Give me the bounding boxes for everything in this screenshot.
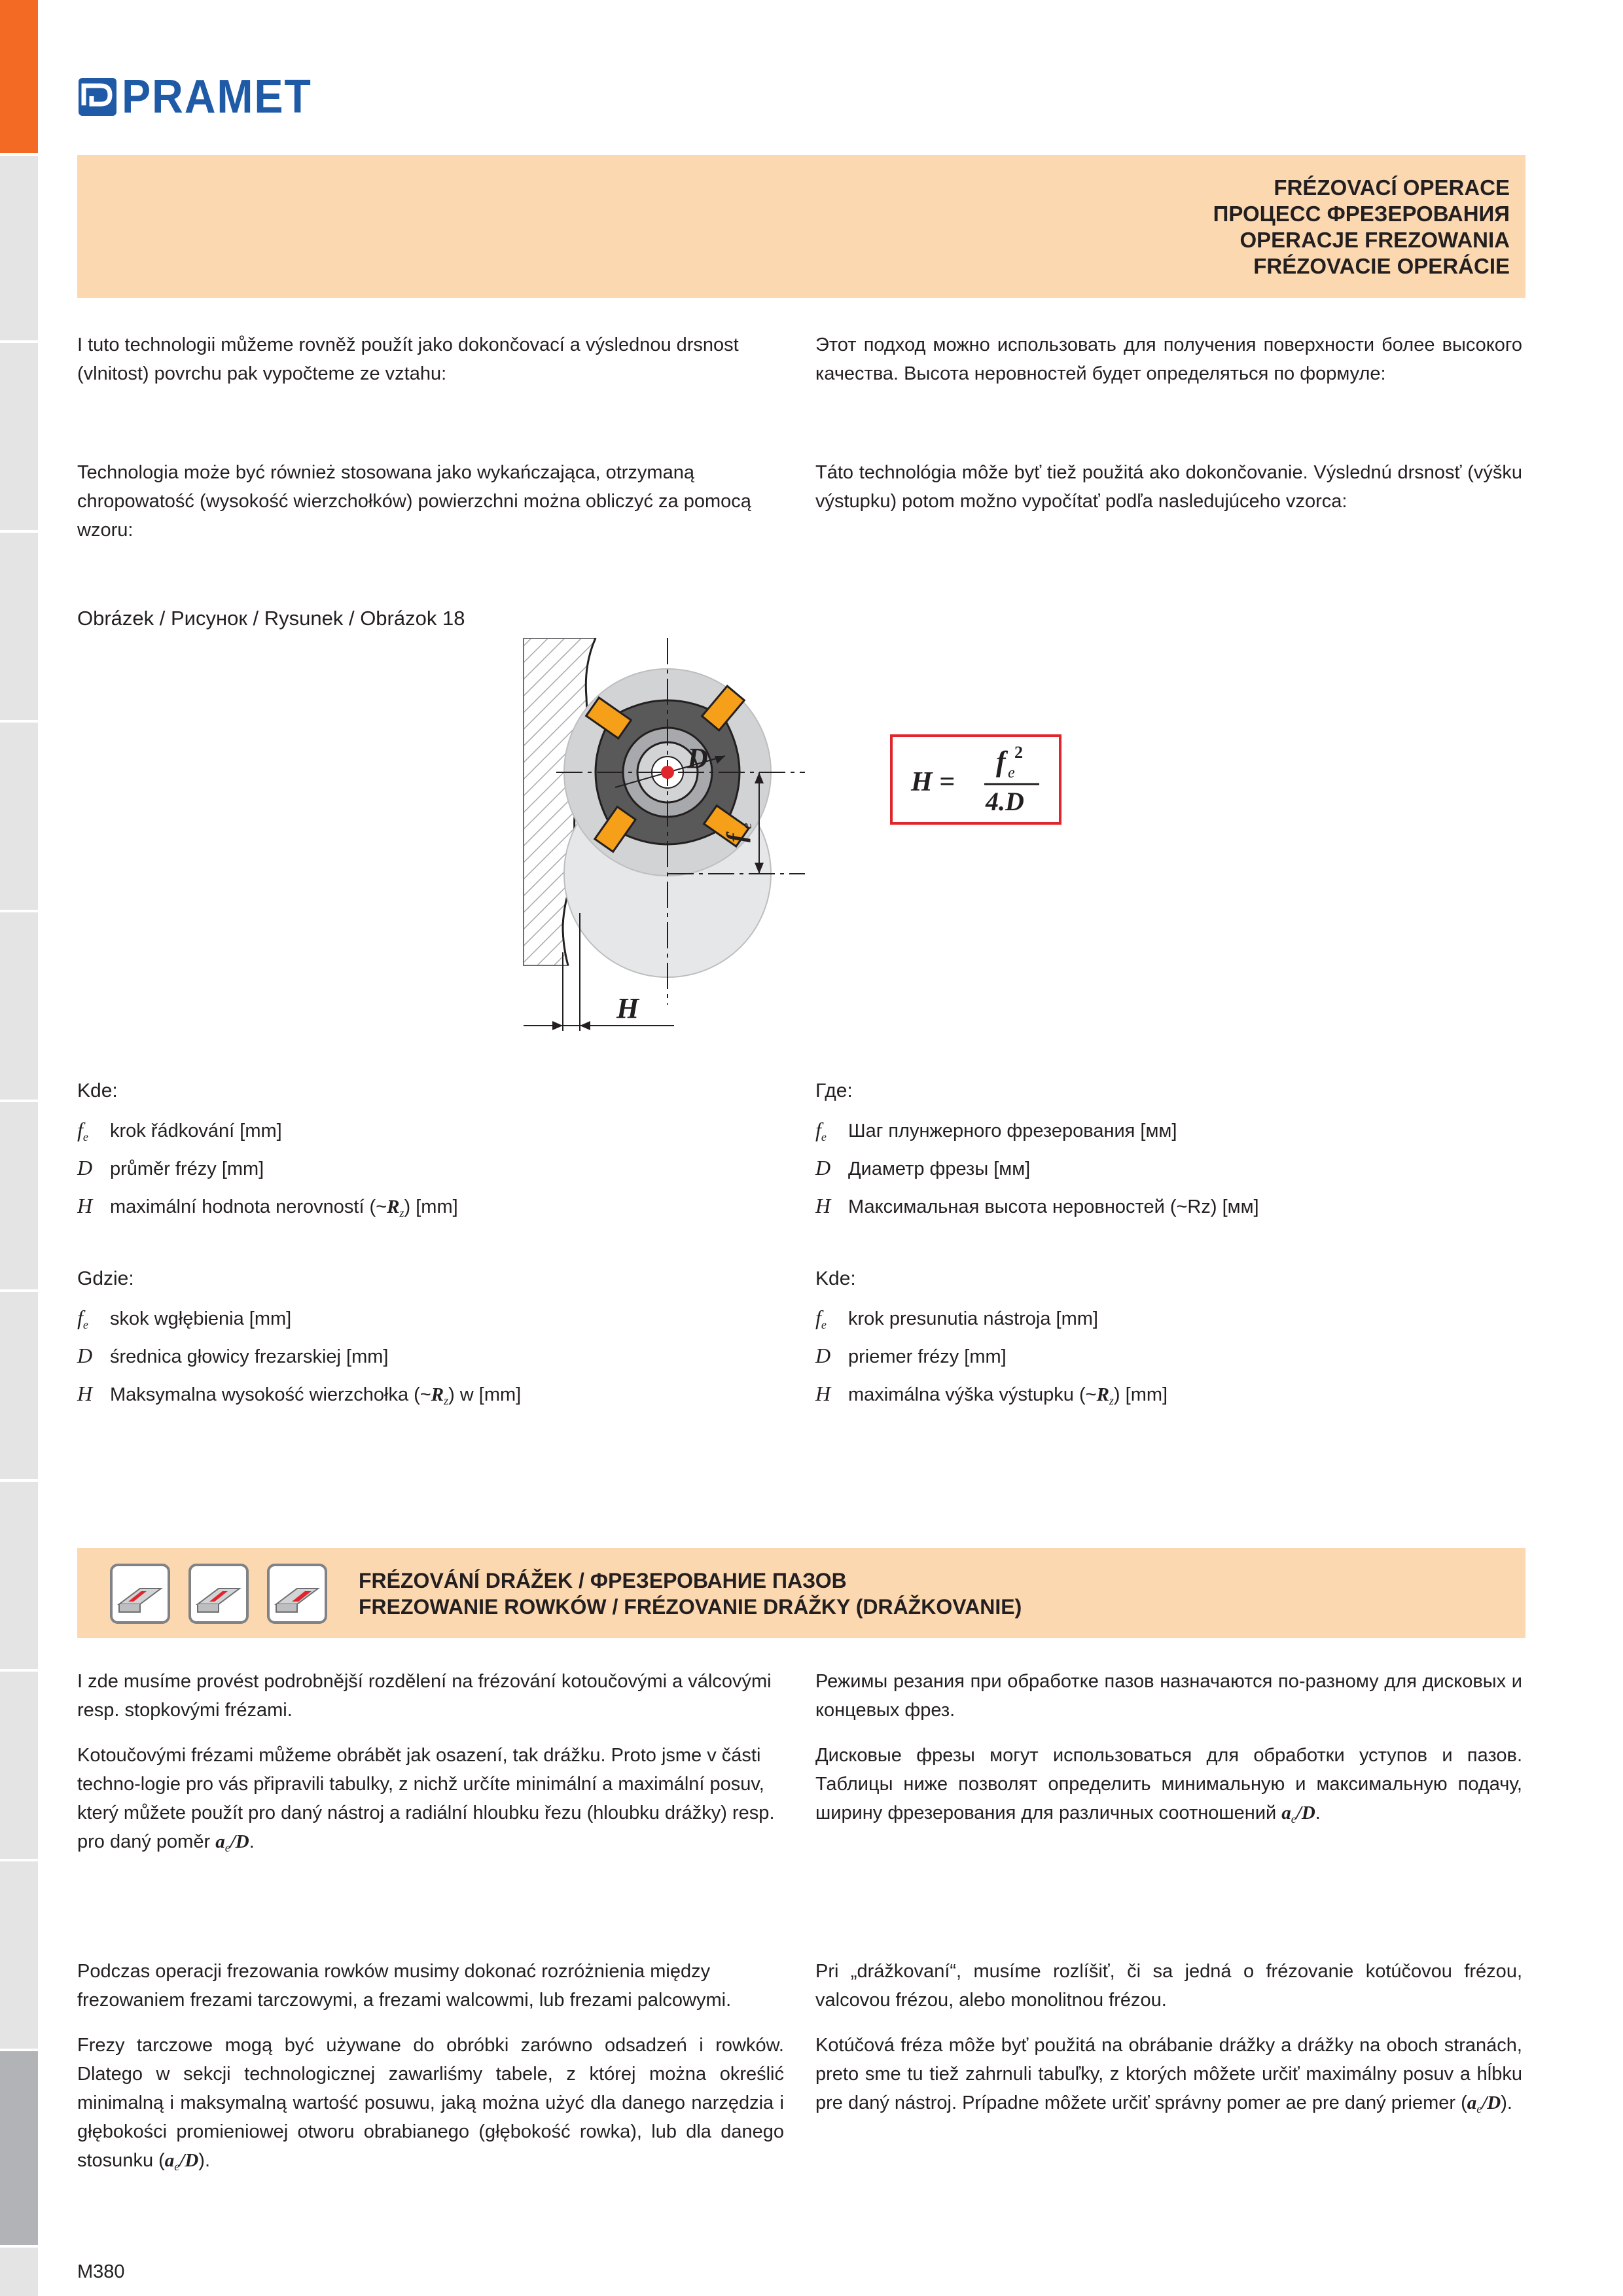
side-tab[interactable] [0,1482,38,1672]
side-tab-strip [0,0,38,2296]
side-tab[interactable] [0,1672,38,1861]
legend-row-d [77,1156,784,1194]
legend-symbol: D [77,1156,93,1179]
formula-denominator: 4.D [986,787,1024,816]
legend-head: Gdzie: [77,1268,134,1289]
side-tab[interactable] [0,533,38,723]
label-fe-sub: e [738,823,755,829]
legend-row-d [77,1344,784,1382]
legend-head: Где: [815,1080,853,1102]
figure-caption: Obrázek / Рисунок / Rysunek / Obrázok 18 [77,607,465,630]
legend-symbol: H [815,1382,831,1405]
formula-box [890,734,1061,825]
h-arrow-left [552,1021,563,1030]
legend-pl [77,1268,784,1420]
formula-numerator-sub: e [1008,764,1015,781]
slot-milling-icon [187,1562,250,1625]
milling-figure [497,638,942,1044]
legend-row-fe [77,1118,784,1156]
legend-symbol: $f_e$ [815,1306,827,1331]
legend-row-h [77,1382,784,1420]
legend-row-h [815,1382,1522,1420]
side-tab-dark[interactable] [0,2051,38,2248]
center-dot [661,766,674,779]
legend-symbol: H [815,1194,831,1217]
formula [893,737,1059,822]
legend-text: Maksymalna wysokość wierzchołka $(\sim R_z)$ w [mm] [110,1384,522,1407]
legend-text: średnica głowicy frezarskiej [mm] [110,1346,389,1367]
section-title-1: FRÉZOVÁNÍ DRÁŽEK / ФРЕЗЕРОВАНИЕ ПАЗОВ [359,1569,847,1592]
formula-lhs: H = [911,767,955,797]
side-tab[interactable] [0,1861,38,2051]
section-band-slot-milling [77,1548,1525,1638]
slots-pl-1: Podczas operacji frezowania rowków musimy dokonać rozróżnienia między frezowaniem frezami tarczowymi, a frezami walcowmi, lub frezami palcowymi. [77,1961,732,2011]
legend-symbol: $f_e$ [815,1118,827,1143]
slots-pl-2: Frezy tarczowe mogą być używane do obróbki zarówno odsadzeń i rowków. Dlatego w sekcji technologicznej zawarliśmy tabele, z której można określić minimalną i maksymalną wartość posuwu, jaką można użyć dla danego narzędzia i głębokości promieniowej otworu obrabianego (głębokość rowka), lub dla danego stosunku $(a_e/D)$. [77,2035,784,2173]
side-tab[interactable] [0,1292,38,1482]
legend-cz [77,1080,784,1232]
intro-ru: Этот подход можно использовать для получения поверхности более высокого качества. Высота неровностей будет определяться по формуле: [815,334,1522,384]
side-tab[interactable] [0,912,38,1102]
legend-symbol: H [77,1194,93,1217]
legend-symbol: D [815,1344,831,1367]
legend-text: krok řádkování [mm] [110,1121,282,1141]
label-diameter: D [687,742,708,774]
intro-sk: Táto technológia môže byť tiež použitá ako dokončovanie. Výslednú drsnosť (výšku výstupku) potom možno vypočítať podľa nasledujúceho vzorca: [815,462,1522,512]
header-titles [1213,175,1510,279]
header-title-cz: FRÉZOVACÍ OPERACE [1274,175,1510,200]
legend-text: Максимальная высота неровностей (~Rz) [мм] [848,1196,1259,1217]
label-h: H [616,992,639,1024]
slots-ru-1: Режимы резания при обработке пазов назначаются по-разному для дисковых и концевых фрез. [815,1671,1522,1721]
legend-row-h [77,1194,784,1232]
slot-milling-icon [109,1562,171,1625]
slots-sk-1: Pri „drážkovaní“, musíme rozlíšiť, či sa jedná o frézovanie kotúčovou frézou, valcovou frézou, alebo monolitnou frézou. [815,1961,1522,2011]
legend-head: Kde: [77,1080,118,1102]
header-band [77,155,1525,298]
pramet-mark-icon [77,77,118,117]
legend-text: priemer frézy [mm] [848,1346,1007,1367]
brand-name: PRAMET [122,71,312,123]
legend-row-fe [77,1306,784,1344]
legend-text: Шаг плунжерного фрезерования [мм] [848,1121,1177,1141]
legend-symbol: H [77,1382,93,1405]
legend-text: Диаметр фрезы [мм] [848,1158,1031,1179]
legend-row-fe [815,1306,1522,1344]
side-tab[interactable] [0,343,38,533]
legend-row-d [815,1156,1522,1194]
header-title-sk: FRÉZOVACIE OPERÁCIE [1253,254,1510,278]
side-tab[interactable] [0,1102,38,1292]
header-title-ru: ПРОЦЕСС ФРЕЗЕРОВАНИЯ [1213,202,1510,226]
header-title-pl: OPERACJE FREZOWANIA [1240,228,1510,252]
formula-numerator-sup: 2 [1014,743,1023,762]
legend-symbol: D [77,1344,93,1367]
legend-symbol: $f_e$ [77,1118,88,1143]
label-fe: f [721,833,751,842]
pramet-logo [77,71,329,123]
side-tab[interactable] [0,723,38,912]
section-titles [359,1568,1022,1620]
legend-text: krok presunutia nástroja [mm] [848,1308,1098,1329]
legend-sk [815,1268,1522,1420]
legend-text: skok wgłębienia [mm] [110,1308,292,1329]
intro-cz: I tuto technologii můžeme rovněž použít jako dokončovací a výslednou drsnost (vlnitost) povrchu pak vypočteme ze vztahu: [77,334,739,384]
legend-text: maximální hodnota nerovností $(\sim R_z)$ [mm] [110,1196,458,1219]
slots-cz-2: Kotoučovými frézami můžeme obrábět jak osazení, tak drážku. Proto jsme v části techno-logie pro vás připravili tabulky, z nichž určíte minimální a maximální posuv, který můžete použít pro daný nástroj a radiální hloubku řezu (hloubku drážky) resp. pro daný poměr $a_e/D$. [77,1745,775,1854]
side-tab[interactable] [0,156,38,343]
legend-row-d [815,1344,1522,1382]
legend-row-fe [815,1118,1522,1156]
side-tab-active[interactable] [0,0,38,156]
slot-milling-icon [266,1562,329,1625]
intro-pl: Technologia może być również stosowana jako wykańczająca, otrzymaną chropowatość (wysokość wierzchołków) powierzchni można obliczyć za pomocą wzoru: [77,462,751,541]
legend-text: maximálna výška výstupku $(\sim R_z)$ [mm] [848,1384,1168,1407]
slots-cz-1: I zde musíme provést podrobnější rozdělení na frézování kotoučovými a válcovými resp. stopkovými frézami. [77,1671,772,1721]
h-arrow-right [580,1021,590,1030]
legend-row-h [815,1194,1522,1232]
section-title-2: FREZOWANIE ROWKÓW / FRÉZOVANIE DRÁŽKY (DRÁŽKOVANIE) [359,1595,1022,1619]
slots-sk-2: Kotúčová fréza môže byť použitá na obrábanie drážky a drážky na oboch stranách, preto sme tu tiež zahrnuli tabuľky, z ktorých môžete určiť maximálny posuv a hĺbku pre daný nástroj. Prípadne môžete určiť správny pomer ae pre daný priemer $(a_e/D)$. [815,2035,1522,2115]
legend-head: Kde: [815,1268,856,1289]
slots-ru-2: Дисковые фрезы могут использоваться для обработки уступов и пазов. Таблицы ниже позволят определить минимальную и максимальную подачу, ширину фрезерования для различных соотношений $a_e/D$. [815,1745,1522,1825]
legend-symbol: $f_e$ [77,1306,88,1331]
legend-symbol: D [815,1156,831,1179]
formula-numerator: f [996,745,1006,778]
legend-ru [815,1080,1522,1232]
page-number: M380 [77,2261,125,2282]
legend-text: průměr frézy [mm] [110,1158,264,1179]
